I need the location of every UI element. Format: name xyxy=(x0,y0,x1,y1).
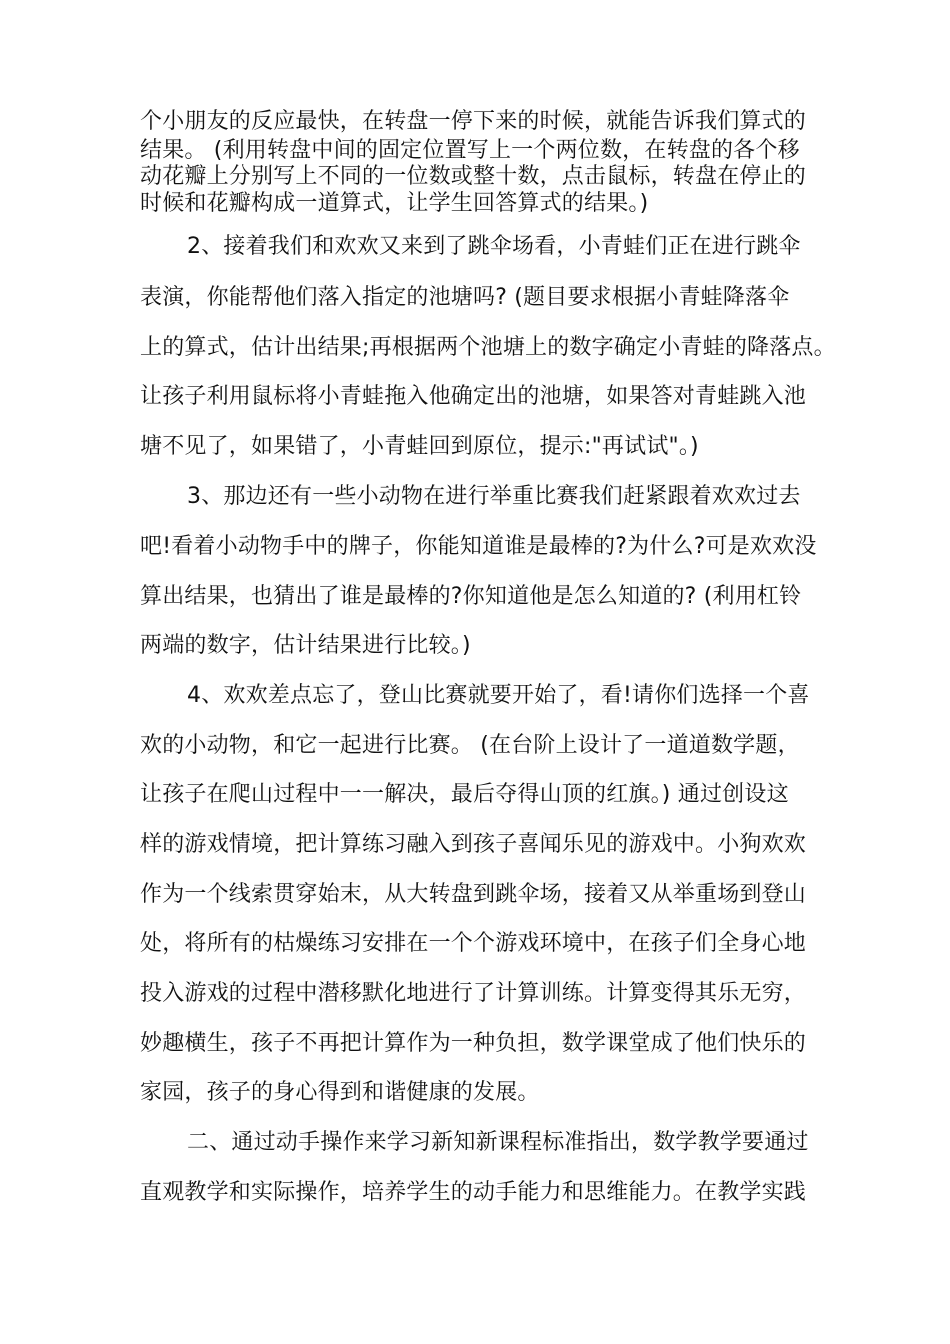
text-line: 让孩子在爬山过程中一一解决，最后夺得山顶的红旗。) 通过创设这 xyxy=(140,782,789,807)
text-line: 欢的小动物，和它一起进行比赛。 (在台阶上设计了一道道数学题， xyxy=(140,733,800,758)
text-line: 样的游戏情境，把计算练习融入到孩子喜闻乐见的游戏中。小狗欢欢 xyxy=(140,832,807,857)
text-line: 表演，你能帮他们落入指定的池塘吗? (题目要求根据小青蛙降落伞 xyxy=(140,285,790,310)
text-line: 吧!看着小动物手中的牌子，你能知道谁是最棒的?为什么?可是欢欢没 xyxy=(140,534,817,559)
text-line: 算出结果，也猜出了谁是最棒的?你知道他是怎么知道的? (利用杠铃 xyxy=(140,584,802,609)
paragraph-start-line: 2、接着我们和欢欢又来到了跳伞场看，小青蛙们正在进行跳伞 xyxy=(187,234,801,259)
text-line: 处，将所有的枯燥练习安排在一个个游戏环境中，在孩子们全身心地 xyxy=(140,931,807,956)
paragraph-start-line: 二、通过动手操作来学习新知新课程标准指出，数学教学要通过 xyxy=(187,1130,809,1155)
text-line: 上的算式，估计出结果;再根据两个池塘上的数字确定小青蛙的降落点。 xyxy=(140,335,836,360)
text-line: 塘不见了，如果错了，小青蛙回到原位，提示:"再试试"。) xyxy=(140,434,699,459)
paragraph-start-line: 4、欢欢差点忘了，登山比赛就要开始了，看!请你们选择一个喜 xyxy=(187,683,810,708)
text-line: 作为一个线索贯穿始末，从大转盘到跳伞场，接着又从举重场到登山 xyxy=(140,882,807,907)
text-line: 让孩子利用鼠标将小青蛙拖入他确定出的池塘，如果答对青蛙跳入池 xyxy=(140,384,807,409)
text-line: 时候和花瓣构成一道算式，让学生回答算式的结果。) xyxy=(140,191,649,216)
text-line: 投入游戏的过程中潜移默化地进行了计算训练。计算变得其乐无穷， xyxy=(140,981,807,1006)
text-line: 动花瓣上分别写上不同的一位数或整十数，点击鼠标，转盘在停止的 xyxy=(140,164,807,189)
text-line: 结果。 (利用转盘中间的固定位置写上一个两位数，在转盘的各个移 xyxy=(140,138,800,163)
text-line: 家园，孩子的身心得到和谐健康的发展。 xyxy=(140,1080,540,1105)
paragraph-start-line: 3、那边还有一些小动物在进行举重比赛我们赶紧跟着欢欢过去 xyxy=(187,484,801,509)
text-line: 直观教学和实际操作，培养学生的动手能力和思维能力。在教学实践 xyxy=(140,1180,807,1205)
text-line: 两端的数字，估计结果进行比较。) xyxy=(140,633,471,658)
text-line: 个小朋友的反应最快，在转盘一停下来的时候，就能告诉我们算式的 xyxy=(140,109,807,134)
text-line: 妙趣横生，孩子不再把计算作为一种负担，数学课堂成了他们快乐的 xyxy=(140,1031,807,1056)
